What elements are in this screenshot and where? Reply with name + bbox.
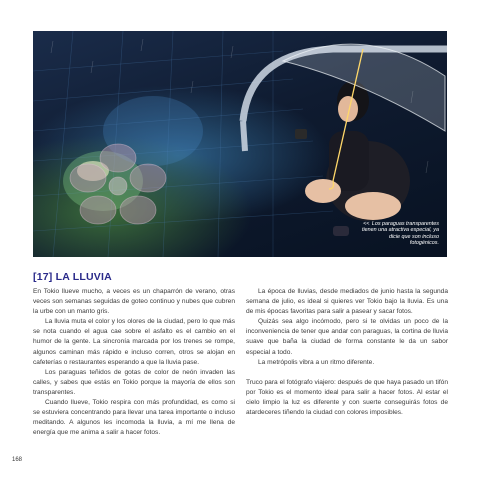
caption-text: Los paraguas transparentes tienen una atractiva especial, ya dicie que son incluso fotogénicos. [361,220,439,247]
railing-post [243,121,245,151]
woman-figure [295,81,410,236]
left-paragraph: La lluvia muta el color y los olores de la ciudad, pero lo que más se nota cuando el agua cae sobre el asfalto es el cambio en el humor de la gente. La sincronía marcada por los trenes se rompe, algunos caminan más rápido e incluso corren, otros se alojan en cafeterías o restaurantes esperando a que la lluvia pase. [33,318,235,366]
caption-arrows: << [363,220,370,227]
left-paragraph: En Tokio llueve mucho, a veces es un chaparrón de verano, otras veces son semanas seguidas de goteo continuo y nubes que cubren la urbe con un manto gris. [33,288,235,316]
left-paragraph: Cuando llueve, Tokio respira con más profundidad, es como si se estuviera concentrando para llevar una tarea importante o incluso meditando. A algunos les incomoda la lluvia, a mí me llena de energía que me anima a salir a hacer fotos. [33,399,235,437]
section-number: [17] [33,271,53,283]
photo-woman-umbrella-rain [33,31,447,257]
page-number: 168 [12,457,23,463]
left-paragraph: Los paraguas teñidos de gotas de color de neón invaden las calles, y sabes que estás en Tokio porque la mayoría de ellos son transparentes. [33,368,235,396]
photo-caption [361,221,439,247]
right-paragraph: La época de lluvias, desde mediados de junio hasta la segunda semana de julio, es ideal si quieres ver Tokio bajo la lluvia. Es una de mis épocas favoritas para salir a pasear y sacar fotos. [246,288,448,316]
right-paragraph: Quizás sea algo incómodo, pero si te olvidas un poco de la inconveniencia de tener que andar con paraguas, la cortina de lluvia suave que baña la ciudad de forma constante le da un sabor especial a todo. [246,318,448,356]
photographer-tip: Truco para el fotógrafo viajero: después de que haya pasado un tifón por Tokio es el momento ideal para salir a hacer fotos. Al estar el cielo limpio la luz es diferente y con suerte conseguirás fotos de atardeceres tiñendo la ciudad con colores imposibles. [246,378,448,417]
right-column [246,287,448,418]
section-heading [33,271,112,283]
section-title: LA LLUVIA [55,271,112,283]
right-paragraph: La metrópolis vibra a un ritmo diferente. [258,358,375,366]
left-column [33,287,235,438]
